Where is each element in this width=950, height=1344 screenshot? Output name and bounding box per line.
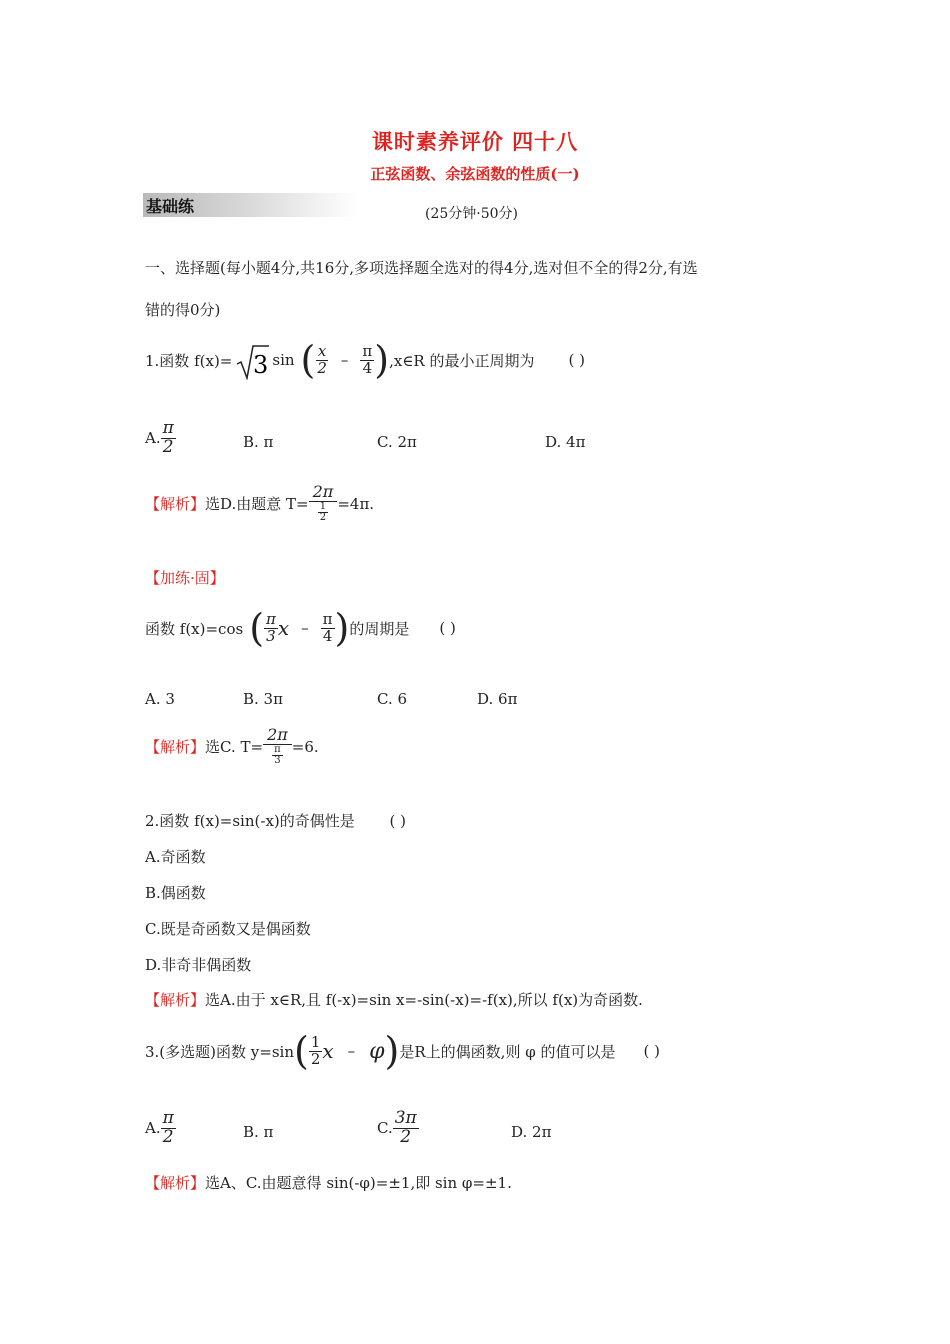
q3-left-paren: ( [293,1029,309,1073]
q3-suffix: 是R上的偶函数,则 φ 的值可以是 [399,1042,616,1061]
extra-frac2 [321,609,335,645]
page-subtitle: 正弦函数、余弦函数的性质(一) [370,165,580,183]
q3-option-a-den: 2 [162,1126,174,1147]
q1-frac2 [360,341,374,377]
q2-analysis [145,989,643,1010]
q2-analysis-text: 选A.由于 x∈R,且 f(-x)=sin x=-sin(-x)=-f(x),所以 f(x)为奇函数. [205,991,643,1009]
q3-option-a-frac [161,1110,176,1147]
section-label: 基础练 [146,197,195,216]
q3-analysis-text: 选A、C.由题意得 sin(-φ)=±1,即 sin φ=±1. [205,1174,512,1192]
q1-option-c: C. 2π [377,433,417,451]
q3-frac-num: 1 [310,1032,321,1051]
extra-left-paren: ( [249,606,265,650]
q3-frac-den: 2 [310,1049,321,1068]
extra-analysis-tag: 【解析】 [145,738,206,757]
q1-func: sin [272,351,295,369]
extra-frac1 [264,609,278,645]
q1-option-b: B. π [243,433,274,451]
q3-option-c-frac [393,1110,419,1147]
extra-frac2-num: π [322,609,333,628]
extra-frac1-den: 3 [266,626,276,645]
q2-option-c: C.既是奇函数又是偶函数 [145,920,311,938]
q1-blank: ( ) [568,351,585,369]
q3-var: x [322,1039,334,1063]
extra-frac2-den: 4 [322,626,333,645]
q1-prefix: 1.函数 f(x)= [145,351,233,370]
q1-left-paren: ( [300,338,316,382]
q3-analysis-tag: 【解析】 [145,1174,206,1192]
q1-frac1-den: 2 [317,358,327,377]
part-heading-line1: 一、选择题(每小题4分,共16分,多项选择题全选对的得4分,选对但不全的得2分,有选 [145,259,698,277]
q3-option-c [377,1110,419,1147]
extra-analysis [145,727,319,767]
q3-blank: ( ) [643,1042,660,1060]
q1-stem [145,340,585,380]
time-score: (25分钟·50分) [425,206,519,222]
q3-phi: φ [369,1038,385,1064]
q1-frac1 [315,341,329,377]
extra-frac1-num: π [266,609,276,628]
q1-option-a-label: A. [145,429,161,448]
q1-option-a-frac [161,420,176,457]
q2-option-b: B.偶函数 [145,884,206,902]
q1-option-a-den: 2 [162,436,174,457]
q2-option-a: A.奇函数 [145,848,206,866]
q1-sqrt-arg: 3 [253,351,269,379]
q1-analysis-subfrac-num: 1 [319,500,327,512]
q3-right-paren: ) [384,1029,400,1073]
q1-analysis-subfrac [318,502,328,524]
q1-analysis-tag: 【解析】 [145,495,206,514]
q1-analysis-text-after: =4π. [337,494,375,513]
q2-analysis-tag: 【解析】 [145,991,206,1009]
q3-option-b: B. π [243,1123,274,1141]
q3-analysis [145,1172,512,1193]
extra-stem [145,606,456,650]
q3-option-c-den: 2 [400,1126,412,1147]
extra-minus: – [301,619,309,637]
q3-option-d: D. 2π [511,1123,552,1141]
q2-stem: 2.函数 f(x)=sin(-x)的奇偶性是 [145,812,355,830]
extra-analysis-text-after: =6. [291,737,319,756]
q1-analysis-subfrac-den: 2 [319,512,327,524]
extra-option-c: C. 6 [377,690,408,708]
extra-analysis-frac [263,727,292,767]
q2-stem-line [145,810,406,831]
extra-option-d: D. 6π [477,690,518,708]
q1-analysis-text-before: 选D.由题意 T= [205,495,309,514]
page-title: 课时素养评价 四十八 [371,129,579,154]
extra-tag: 【加练·固】 [145,569,225,587]
extra-analysis-subfrac-den: 3 [274,755,281,767]
q1-frac2-num: π [362,341,373,360]
q3-option-c-label: C. [377,1119,393,1138]
q1-minus: – [340,351,349,369]
q1-frac2-den: 4 [362,358,373,377]
q1-option-a-num: π [162,418,174,438]
extra-prefix: 函数 f(x)=cos [145,619,244,638]
extra-right-paren: ) [334,606,350,650]
part-heading-line2: 错的得0分) [145,301,221,319]
q3-option-a-num: π [162,1108,174,1128]
q1-analysis-frac-den [316,502,330,524]
q3-option-a [145,1110,176,1147]
extra-option-b: B. 3π [243,690,283,708]
q2-option-d: D.非奇非偶函数 [145,956,252,974]
extra-option-a: A. 3 [145,690,175,708]
q3-stem [145,1029,660,1073]
q1-analysis-frac-num: 2π [309,484,338,502]
sqrt-icon [236,340,270,380]
q3-frac [309,1032,323,1068]
extra-analysis-text-before: 选C. T= [205,738,264,757]
extra-blank: ( ) [439,619,456,637]
extra-var: x [277,616,290,640]
extra-analysis-subfrac [272,745,283,767]
extra-analysis-frac-num: 2π [263,727,292,745]
q3-minus: – [347,1042,356,1060]
q1-option-d: D. 4π [545,433,586,451]
q2-blank: ( ) [389,812,407,830]
q1-analysis [145,484,374,524]
q3-option-a-label: A. [145,1119,161,1138]
q1-analysis-frac [309,484,338,524]
extra-analysis-frac-den [270,745,285,767]
q3-prefix: 3.(多选题)函数 y=sin [145,1042,294,1061]
q1-frac1-num: x [317,341,327,360]
q3-option-c-num: 3π [394,1108,417,1128]
extra-suffix: 的周期是 [349,619,410,638]
q1-right-paren: ) [374,338,390,382]
extra-analysis-subfrac-num: π [274,743,281,755]
q1-suffix: ,x∈R 的最小正周期为 [389,351,535,370]
q1-option-a [145,420,176,457]
